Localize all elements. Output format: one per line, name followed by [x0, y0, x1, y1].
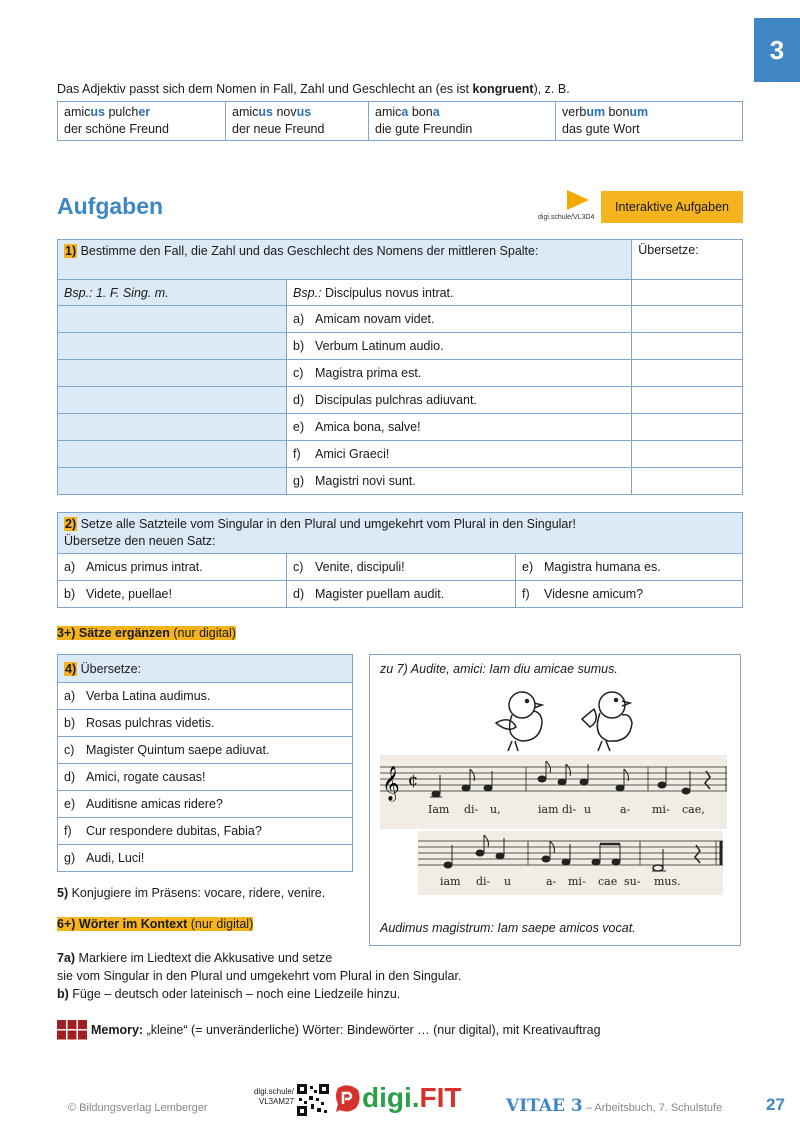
sentence-cell [287, 554, 516, 581]
lyric: iam [440, 875, 461, 888]
sentence-cell [58, 818, 353, 845]
exercise-3-highlight [57, 626, 236, 640]
lyric: u [584, 803, 592, 816]
item-text: Amica bona, salve! [315, 420, 421, 434]
book-subtitle: – Arbeitsbuch, 7. Schulstufe [582, 1102, 723, 1114]
item-label: f) [64, 824, 72, 838]
stem: amic [232, 105, 259, 119]
digi-code-1: digi.schule/ [253, 1087, 294, 1096]
item-label: d) [293, 393, 305, 407]
instruction-text: Setze alle Satzteile vom Singular in den Plural und umgekehrt vom Plural in den Singular! [77, 517, 577, 531]
ending: a [401, 105, 409, 119]
adjective-example-table [57, 101, 743, 141]
instruction-text-2: Übersetze den neuen Satz: [64, 534, 216, 548]
item-text: Amicam novam videt. [315, 312, 435, 326]
lyric: mi- [568, 875, 586, 888]
adj-ending: er [138, 105, 151, 119]
lyric: u, [490, 803, 501, 816]
song-title: zu 7) Audite, amici: Iam diu amicae sumus. [380, 662, 618, 676]
section-title: Aufgaben [57, 193, 164, 219]
answer-cell[interactable] [632, 414, 743, 441]
answer-cell[interactable] [58, 414, 287, 441]
translation: der schöne Freund [64, 122, 169, 136]
exercise-number: 6+) [57, 917, 76, 931]
intro-bold: kongruent [472, 82, 534, 96]
item-label: c) [64, 743, 75, 757]
chick-icon [582, 692, 632, 751]
sentence-cell [287, 468, 632, 495]
brand-digi: digi. [362, 1082, 420, 1113]
item-label: e) [293, 420, 305, 434]
exercise-title: Wörter im Kontext [75, 917, 188, 931]
chapter-number: 3 [769, 34, 785, 65]
item-text: Videsne amicum? [544, 587, 644, 601]
memory-description: „kleine“ (= unveränderliche) Wörter: Bindewörter … (nur digital), mit Kreativauftrag [143, 1023, 601, 1037]
item-text: Verba Latina audimus. [86, 689, 211, 703]
sentence-cell [516, 554, 743, 581]
play-icon[interactable] [567, 190, 589, 210]
example-cell [58, 102, 226, 141]
music-staff-2 [418, 831, 723, 895]
chicks-illustration [482, 685, 662, 755]
adj-ending: um [629, 105, 649, 119]
exercise-number: 4) [65, 661, 77, 676]
item-text: Amici, rogate causas! [86, 770, 206, 784]
stem: amic [375, 105, 402, 119]
treble-clef-icon: 𝄞 [382, 766, 400, 801]
item-text: Videte, puellae! [86, 587, 172, 601]
item-text: Amici Graeci! [315, 447, 390, 461]
lyric: di- [476, 875, 491, 888]
item-text: Magistra humana es. [544, 560, 661, 574]
interactive-tasks-label: Interaktive Aufgaben [615, 200, 729, 214]
exercise-label: 7a) [57, 951, 76, 965]
adj: nov [273, 105, 297, 119]
exercise-number: 2) [65, 517, 77, 531]
answer-cell[interactable] [58, 306, 287, 333]
page-number: 27 [766, 1095, 785, 1114]
memory-label: Memory: [91, 1023, 144, 1037]
exercise-5 [57, 884, 325, 902]
example-cell [556, 102, 743, 141]
item-label: d) [64, 770, 76, 784]
footer-digi-code [252, 1087, 294, 1107]
stem: verb [562, 105, 587, 119]
item-label: e) [64, 797, 76, 811]
item-label: d) [293, 587, 305, 601]
item-text: Audi, Luci! [86, 851, 145, 865]
exercise-number: 5) [57, 886, 69, 900]
lyric: mus. [654, 875, 681, 888]
item-label: a) [293, 312, 305, 326]
example-prefix: Bsp.: [293, 285, 322, 300]
exercise-note: (nur digital) [169, 626, 236, 640]
song-box [369, 654, 741, 946]
sentence-cell [58, 764, 353, 791]
item-text: Magister Quintum saepe adiuvat. [86, 743, 270, 757]
lyric: di- [562, 803, 577, 816]
lyric: su- [624, 875, 641, 888]
exercise-text: Markiere im Liedtext die Akkusative und setze [75, 951, 333, 965]
item-text: Magister puellam audit. [315, 587, 445, 601]
translation: die gute Freundin [375, 122, 473, 136]
ending: um [586, 105, 606, 119]
lyric: di- [464, 803, 479, 816]
adj-ending: us [296, 105, 312, 119]
exercise-text: Konjugiere im Präsens: vocare, ridere, venire. [68, 886, 326, 900]
item-text: Amicus primus intrat. [86, 560, 203, 574]
item-text: Magistri novi sunt. [315, 474, 416, 488]
lyric: mi- [652, 803, 670, 816]
sentence-cell [287, 306, 632, 333]
sentence-cell [58, 737, 353, 764]
adj: bon [408, 105, 433, 119]
item-text: Magistra prima est. [315, 366, 422, 380]
translate-label: Übersetze: [638, 243, 699, 257]
brand-fit: FIT [419, 1082, 462, 1113]
sentence-cell [58, 710, 353, 737]
intro-text: Das Adjektiv passt sich dem Nomen in Fall, Zahl und Geschlecht an (es ist [57, 82, 473, 96]
item-label: c) [293, 560, 304, 574]
chapter-tab [754, 18, 800, 82]
publisher: © Bildungsverlag Lemberger [68, 1102, 208, 1114]
lyric: a- [546, 875, 557, 888]
answer-cell[interactable] [632, 441, 743, 468]
exercise-title: Sätze ergänzen [75, 626, 170, 640]
exercise-2-instruction [58, 513, 743, 554]
item-label: f) [293, 447, 301, 461]
exercise-note: (nur digital) [187, 917, 254, 931]
item-text: Rosas pulchras videtis. [86, 716, 215, 730]
exercise-2-table [57, 512, 743, 608]
exercise-label: b) [57, 987, 69, 1001]
answer-cell[interactable] [58, 441, 287, 468]
instruction-text: Bestimme den Fall, die Zahl und das Geschlecht des Nomens der mittleren Spalte: [77, 244, 539, 258]
exercise-text: Füge – deutsch oder lateinisch – noch eine Liedzeile hinzu. [68, 987, 401, 1001]
answer-cell[interactable] [632, 468, 743, 495]
answer-cell[interactable] [58, 387, 287, 414]
item-label: e) [522, 560, 534, 574]
memory-grid-icon [57, 1020, 87, 1040]
item-text: Auditisne amicas ridere? [86, 797, 223, 811]
exercise-7 [57, 949, 461, 1003]
memory-text [91, 1021, 601, 1039]
intro-text-end: ), z. B. [533, 82, 570, 96]
answer-cell[interactable] [632, 333, 743, 360]
example-text: Discipulus novus intrat. [321, 285, 454, 300]
sentence-cell [58, 845, 353, 872]
stem: amic [64, 105, 91, 119]
exercise-6-highlight [57, 917, 253, 931]
example-cell [226, 102, 369, 141]
adj-ending: a [432, 105, 440, 119]
sentence-cell [516, 581, 743, 608]
sentence-cell [58, 554, 287, 581]
exercise-4-instruction [58, 655, 353, 683]
song-caption: Audimus magistrum: Iam saepe amicos vocat. [380, 921, 636, 935]
digi-fit-logo-icon [334, 1084, 362, 1114]
item-label: f) [522, 587, 530, 601]
answer-cell[interactable] [58, 333, 287, 360]
sentence-cell [58, 791, 353, 818]
lyric: a- [620, 803, 631, 816]
exercise-4-table [57, 654, 353, 872]
ending: us [90, 105, 105, 119]
exercise-3[interactable] [57, 624, 236, 642]
lyric: cae [598, 875, 618, 888]
chick-icon [496, 692, 542, 751]
item-text: Verbum Latinum audio. [315, 339, 444, 353]
time-signature-icon: ¢ [408, 770, 419, 789]
sentence-cell [58, 581, 287, 608]
sentence-cell [287, 441, 632, 468]
item-text: Cur respondere dubitas, Fabia? [86, 824, 262, 838]
digi-code: digi.schule/VL3D4 [538, 214, 595, 221]
memory-line[interactable] [57, 1020, 601, 1040]
exercise-1-table [57, 239, 743, 495]
qr-code-icon[interactable] [297, 1084, 329, 1116]
sentence-cell [58, 683, 353, 710]
translate-header [632, 240, 743, 280]
item-label: g) [64, 851, 76, 865]
sentence-cell [287, 581, 516, 608]
answer-cell[interactable] [632, 387, 743, 414]
translation: der neue Freund [232, 122, 325, 136]
sentence-cell [287, 333, 632, 360]
item-label: a) [64, 560, 76, 574]
exercise-text: sie vom Singular in den Plural und umgekehrt vom Plural in den Singular. [57, 969, 462, 983]
adj: bon [605, 105, 630, 119]
lyric: iam [538, 803, 559, 816]
item-label: g) [293, 474, 305, 488]
adj: pulch [105, 105, 139, 119]
answer-cell[interactable] [632, 360, 743, 387]
answer-cell[interactable] [58, 468, 287, 495]
item-label: c) [293, 366, 304, 380]
lyric: Iam [428, 803, 450, 816]
item-label: b) [64, 587, 76, 601]
translation: das gute Wort [562, 122, 640, 136]
exercise-6[interactable] [57, 915, 253, 933]
ending: us [258, 105, 273, 119]
item-text: Venite, discipuli! [315, 560, 405, 574]
lyric: cae, [682, 803, 705, 816]
sentence-cell [287, 387, 632, 414]
example-sentence [287, 280, 632, 306]
item-label: b) [64, 716, 76, 730]
item-label: a) [64, 689, 76, 703]
exercise-number: 1) [65, 244, 77, 258]
answer-cell[interactable] [58, 360, 287, 387]
example-cell [369, 102, 556, 141]
lyric: u [504, 875, 512, 888]
book-name: VITAE 3 [506, 1096, 583, 1116]
item-label: b) [293, 339, 305, 353]
instruction-text: Übersetze: [77, 661, 142, 676]
answer-cell[interactable] [632, 306, 743, 333]
example-analysis: Bsp.: 1. F. Sing. m. [58, 280, 287, 306]
sentence-cell [287, 360, 632, 387]
digi-fit-brand [362, 1082, 462, 1114]
exercise-number: 3+) [57, 626, 76, 640]
digi-code-2: VL3AM27 [258, 1097, 294, 1106]
answer-cell[interactable] [632, 280, 743, 306]
book-title [506, 1096, 722, 1116]
sentence-cell [287, 414, 632, 441]
item-text: Discipulas pulchras adiuvant. [315, 393, 477, 407]
exercise-1-instruction [58, 240, 632, 280]
interactive-tasks-button[interactable] [601, 191, 743, 223]
intro-sentence [57, 80, 570, 98]
music-staff-1 [380, 755, 727, 829]
